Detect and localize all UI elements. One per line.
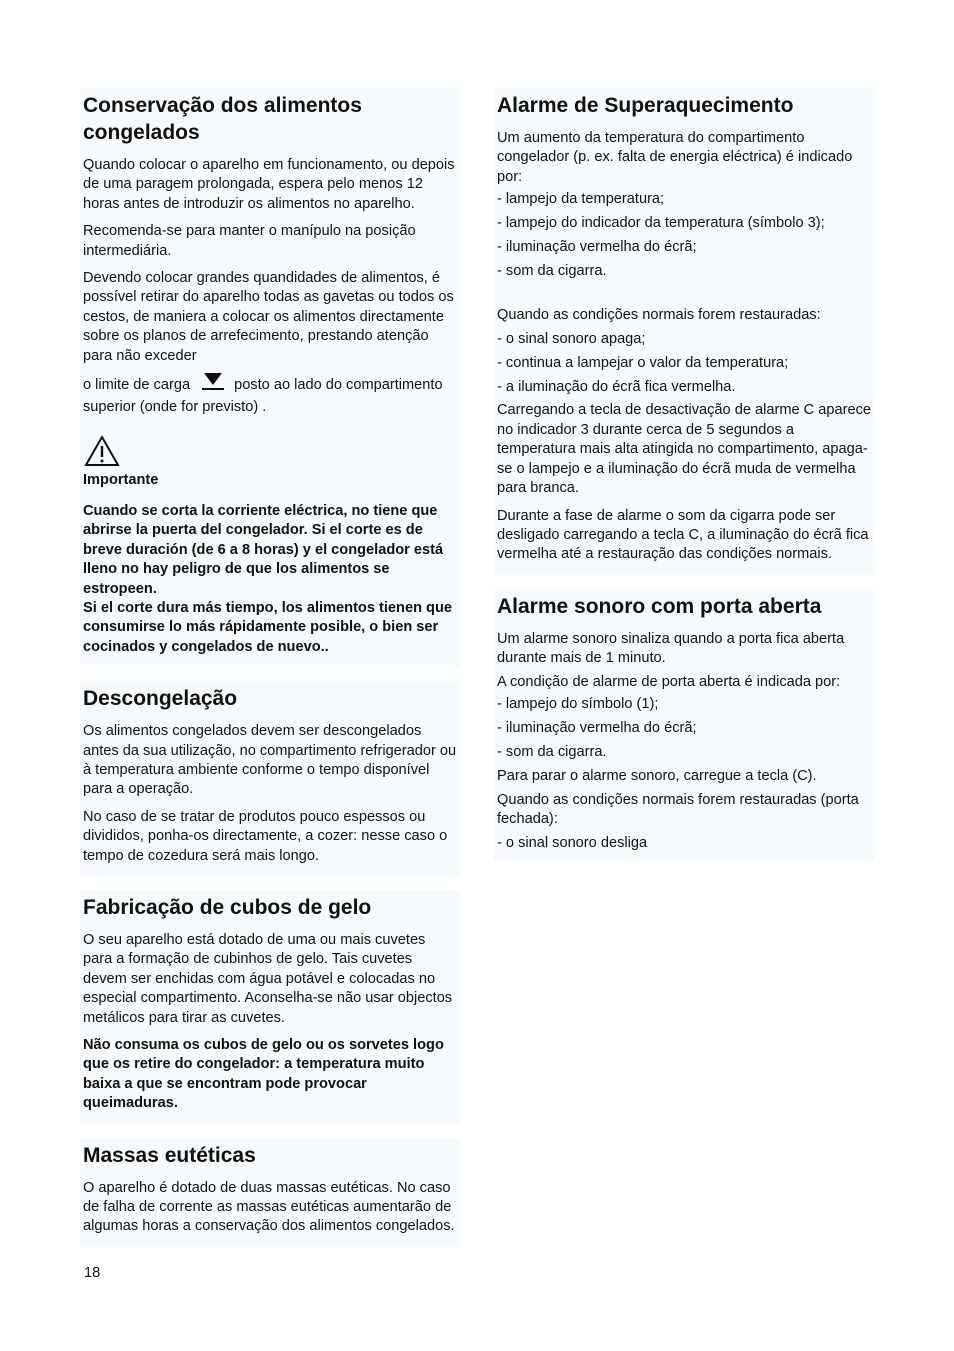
warning-triangle-icon (83, 434, 457, 468)
paragraph: Carregando a tecla de desactivação de alarme C aparece no indicador 3 durante cerca de 5 segundos a temperatura mais alta atingida no compartimento, apaga-se o lampejo e a iluminação do écrã muda de vermelha para branca. (497, 402, 871, 497)
load-limit-icon (200, 372, 226, 398)
paragraph: Um alarme sonoro sinaliza quando a porta fica aberta durante mais de 1 minuto. (497, 630, 845, 667)
list-item: - a iluminação do écrã fica vermelha. (497, 378, 736, 395)
paragraph: A condição de alarme de porta aberta é indicada por: (497, 673, 841, 690)
load-limit-text-cont: posto ao lado do compartimento superior (onde for previsto) . (83, 377, 443, 416)
paragraph: Para parar o alarme sonoro, carregue a tecla (C). (497, 767, 817, 784)
list-item: - o sinal sonoro desliga (497, 834, 648, 851)
list-item: - lampejo da temperatura; (497, 191, 665, 208)
list-item: - lampejo do indicador da temperatura (símbolo 3); (497, 215, 825, 232)
section-door-open-alarm (494, 589, 874, 860)
important-label: Importante (83, 471, 159, 488)
list-item: - o sinal sonoro apaga; (497, 330, 646, 347)
warning-paragraph: Si el corte dura más tiempo, los alimentos tienen que consumirse lo más rápidamente posible, o bien ser cocinados y congelados de nuevo.. (83, 599, 452, 655)
paragraph: No caso de se tratar de produtos pouco espessos ou divididos, ponha-os directamente, a cozer: nesse caso o tempo de cozedura será mais longo. (83, 808, 448, 864)
warning-paragraph: Cuando se corta la corriente eléctrica, no tiene que abrirse la puerta del congelador. Si el corte es de breve duración (de 6 a 8 horas) y el congelador está lleno no hay peligro de que los alimentos se estropeen. (83, 502, 444, 597)
paragraph: Um aumento da temperatura do compartimento congelador (p. ex. falta de energia eléctrica) é indicado por: (497, 130, 853, 185)
paragraph: O aparelho é dotado de duas massas eutéticas. No caso de falha de corrente as massas eutéticas aumentarão de algumas horas a conservação dos alimentos congelados. (83, 1179, 455, 1235)
list-item: - som da cigarra. (497, 743, 607, 760)
section-frozen-food-conservation (80, 88, 460, 667)
section-title: Descongelação (83, 687, 238, 711)
list-item: - iluminação vermelha do écrã; (497, 719, 697, 736)
page-number: 18 (84, 1265, 101, 1281)
bold-paragraph: Não consuma os cubos de gelo ou os sorvetes logo que os retire do congelador: a temperatura muito baixa a que se encontram pode provocar queimaduras. (83, 1037, 444, 1112)
paragraph: O seu aparelho está dotado de uma ou mais cuvetes para a formação de cubinhos de gelo. Tais cuvetes devem ser enchidas com água potável e colocadas no especial compartimento. Aconselha-se não usar objectos metálicos para tirar as cuvetes. (83, 931, 453, 1026)
paragraph-load-limit (83, 372, 457, 418)
paragraph: Quando as condições normais forem restauradas (porta fechada): (497, 791, 859, 827)
section-title: Alarme sonoro com porta aberta (497, 594, 822, 618)
left-column (80, 88, 460, 1261)
spacer (497, 286, 871, 306)
list-item: - iluminação vermelha do écrã; (497, 239, 697, 256)
section-eutectic (80, 1138, 460, 1247)
right-column (494, 88, 874, 874)
section-ice-cubes (80, 890, 460, 1124)
paragraph: Quando as condições normais forem restauradas: (497, 306, 821, 323)
paragraph: Durante a fase de alarme o som da cigarra pode ser desligado carregando a tecla C, a iluminação do écrã fica vermelha até a restauração das condições normais. (497, 507, 869, 563)
paragraph: Devendo colocar grandes quandidades de alimentos, é possível retirar do aparelho todas as gavetas ou todos os cestos, de maniera a colocar os alimentos directamente sobre os planos de arrefecimento, prestando atenção para não exceder (83, 270, 454, 364)
list-item: - continua a lampejar o valor da temperatura; (497, 354, 789, 371)
section-title: Fabricação de cubos de gelo (83, 895, 372, 919)
section-title: Conservação dos alimentos congelados (83, 94, 362, 144)
section-defrosting (80, 681, 460, 876)
paragraph: Quando colocar o aparelho em funcionamento, ou depois de uma paragem prolongada, espera pelo menos 12 horas antes de introduzir os alimentos no aparelho. (83, 157, 455, 212)
paragraph: Recomenda-se para manter o manípulo na posição intermediária. (83, 223, 416, 259)
section-title: Massas eutéticas (83, 1143, 256, 1167)
paragraph: Os alimentos congelados devem ser descongelados antes da sua utilização, no compartimento refrigerador ou à temperatura ambiente conforme o tempo disponível para a operação. (83, 723, 457, 798)
load-limit-text: o limite de carga (83, 377, 191, 394)
section-overheat-alarm (494, 88, 874, 575)
list-item: - lampejo do símbolo (1); (497, 695, 659, 712)
list-item: - som da cigarra. (497, 262, 607, 279)
section-title: Alarme de Superaquecimento (497, 94, 794, 117)
